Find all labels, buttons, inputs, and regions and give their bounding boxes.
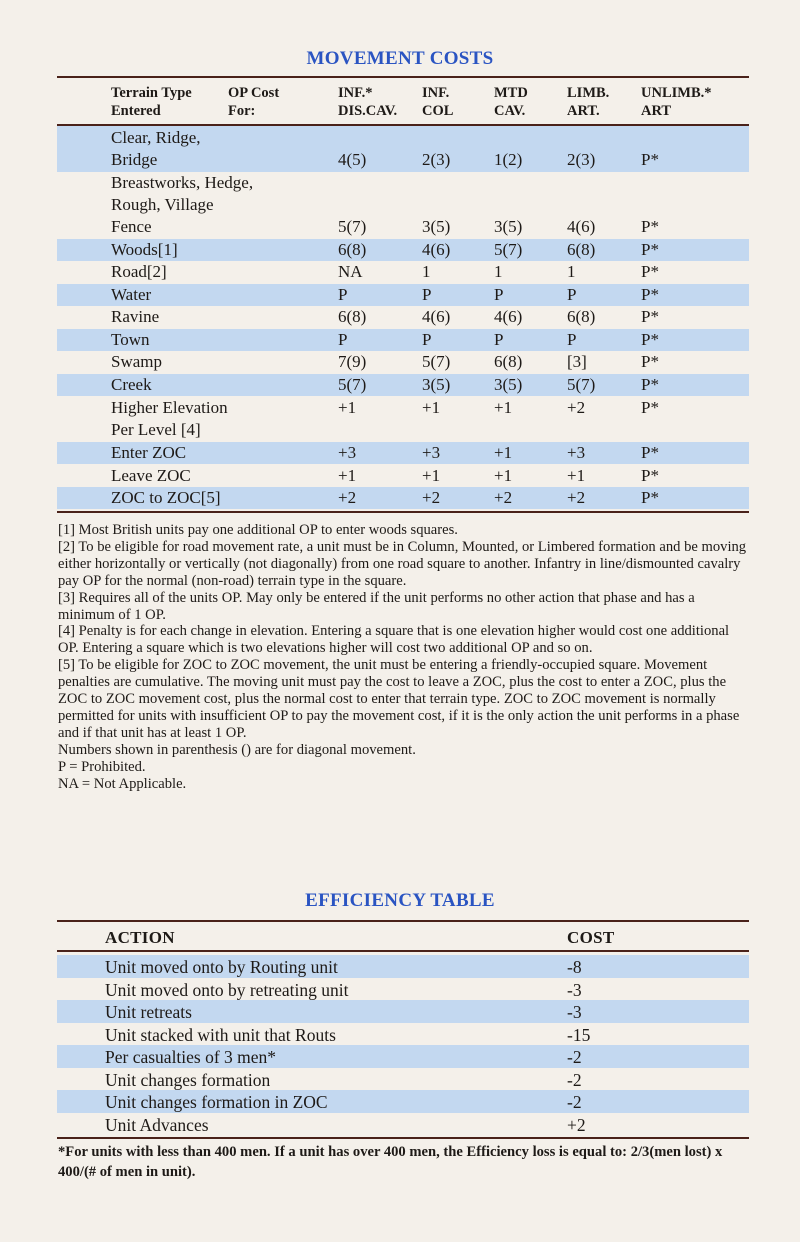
value-mtd-cav: 3(5): [494, 217, 523, 236]
value-limb-art: P: [567, 330, 577, 349]
value-limb-art: 6(8): [567, 307, 596, 326]
value-inf-col: 1: [422, 262, 431, 281]
footnote-2: [2] To be eligible for road movement rate, a unit must be in Column, Mounted, or Limbered formation and be moving either horizontally or vertically (not diagonally) from one road square to another. Infantry in line/dismounted cavalry pay OP for the normal (non-road) terrain type in the square.: [58, 538, 747, 589]
note-not-applicable: NA = Not Applicable.: [58, 775, 187, 792]
value-inf-dis-cav: NA: [338, 262, 363, 281]
value-inf-dis-cav: 7(9): [338, 352, 367, 371]
value-inf-col: 3(5): [422, 375, 451, 394]
efficiency-action: Per casualties of 3 men*: [105, 1047, 277, 1067]
value-inf-dis-cav: P: [338, 330, 348, 349]
efficiency-action: Unit moved onto by retreating unit: [105, 980, 349, 1000]
efficiency-top-rule: [57, 920, 749, 922]
terrain-cell: Road[2]: [111, 262, 167, 281]
value-unlimb-art: P*: [641, 488, 659, 507]
value-mtd-cav: +1: [494, 443, 513, 462]
value-inf-dis-cav: 4(5): [338, 150, 367, 169]
header-mtd-cav: MTD CAV.: [494, 85, 528, 119]
value-mtd-cav: P: [494, 330, 504, 349]
value-limb-art: +2: [567, 398, 586, 417]
value-inf-col: +2: [422, 488, 441, 507]
terrain-cell: Woods[1]: [111, 240, 178, 259]
header-inf-dis-cav: INF.* DIS.CAV.: [338, 85, 398, 119]
value-inf-dis-cav: +1: [338, 398, 357, 417]
terrain-cell: Town: [111, 330, 150, 349]
efficiency-action: Unit stacked with unit that Routs: [105, 1025, 336, 1045]
value-unlimb-art: P*: [641, 217, 659, 236]
value-mtd-cav: 6(8): [494, 352, 523, 371]
value-unlimb-art: P*: [641, 375, 659, 394]
value-limb-art: 1: [567, 262, 576, 281]
value-unlimb-art: P*: [641, 398, 659, 417]
terrain-cell: Creek: [111, 375, 152, 394]
movement-footnotes: [58, 522, 748, 793]
value-mtd-cav: P: [494, 285, 504, 304]
value-inf-col: P: [422, 330, 432, 349]
header-action: ACTION: [105, 928, 175, 947]
value-unlimb-art: P*: [641, 240, 659, 259]
terrain-cell: Higher Elevation Per Level [4]: [111, 398, 228, 439]
terrain-cell: Leave ZOC: [111, 466, 191, 485]
value-inf-col: 4(6): [422, 307, 451, 326]
value-limb-art: +3: [567, 443, 586, 462]
value-limb-art: +2: [567, 488, 586, 507]
value-mtd-cav: 1(2): [494, 150, 523, 169]
value-mtd-cav: 4(6): [494, 307, 523, 326]
header-unlimb-art: UNLIMB.* ART: [641, 85, 712, 119]
efficiency-action: Unit Advances: [105, 1115, 209, 1135]
value-inf-col: 2(3): [422, 150, 451, 169]
efficiency-footnote: *For units with less than 400 men. If a unit has over 400 men, the Efficiency loss is equal to: 2/3(men lost) x 400/(# of men in unit).: [58, 1144, 723, 1180]
value-mtd-cav: +2: [494, 488, 513, 507]
efficiency-cost: +2: [567, 1115, 586, 1135]
value-inf-dis-cav: 6(8): [338, 307, 367, 326]
value-mtd-cav: +1: [494, 398, 513, 417]
value-inf-col: +3: [422, 443, 441, 462]
terrain-cell: Water: [111, 285, 152, 304]
header-terrain: Terrain Type Entered: [111, 85, 192, 119]
value-unlimb-art: P*: [641, 330, 659, 349]
terrain-cell: Breastworks, Hedge, Rough, Village Fence: [111, 173, 254, 236]
value-limb-art: 2(3): [567, 150, 596, 169]
value-limb-art: +1: [567, 466, 586, 485]
terrain-cell: Swamp: [111, 352, 162, 371]
terrain-cell: Clear, Ridge, Bridge: [111, 128, 201, 169]
value-inf-col: +1: [422, 398, 441, 417]
efficiency-bottom-rule: [57, 1137, 749, 1139]
efficiency-cost: -2: [567, 1047, 582, 1067]
efficiency-cost: -8: [567, 957, 582, 977]
efficiency-cost: -3: [567, 1002, 582, 1022]
value-limb-art: 4(6): [567, 217, 596, 236]
efficiency-table-title: EFFICIENCY TABLE: [305, 890, 495, 911]
footnote-1: [1] Most British units pay one additional OP to enter woods squares.: [58, 522, 458, 538]
value-unlimb-art: P*: [641, 307, 659, 326]
header-cost: COST: [567, 928, 615, 947]
value-limb-art: 5(7): [567, 375, 596, 394]
value-inf-col: 3(5): [422, 217, 451, 236]
efficiency-action: Unit changes formation: [105, 1070, 271, 1090]
value-mtd-cav: 3(5): [494, 375, 523, 394]
note-prohibited: P = Prohibited.: [58, 758, 146, 775]
terrain-cell: ZOC to ZOC[5]: [111, 488, 221, 507]
value-mtd-cav: 5(7): [494, 240, 523, 259]
footnote-5: [5] To be eligible for ZOC to ZOC movement, the unit must be entering a friendly-occupied square. Movement penalties are cumulative. The moving unit must pay the cost to leave a ZOC, plus the cost to enter a ZOC, plus the ZOC to ZOC movement cost, plus the normal cost to enter that terrain type. ZOC to ZOC movement is normally permitted for units with insufficient OP to pay the movement cost, if it is the only action the unit performs in a phase and if that unit has at least 1 OP.: [58, 657, 740, 741]
value-unlimb-art: P*: [641, 150, 659, 169]
movement-costs-title: MOVEMENT COSTS: [306, 48, 494, 69]
value-inf-dis-cav: +2: [338, 488, 357, 507]
efficiency-action: Unit retreats: [105, 1002, 192, 1022]
value-unlimb-art: P*: [641, 352, 659, 371]
value-mtd-cav: +1: [494, 466, 513, 485]
value-inf-col: 4(6): [422, 240, 451, 259]
value-inf-dis-cav: 6(8): [338, 240, 367, 259]
footnote-3: [3] Requires all of the units OP. May only be entered if the unit performs no other action that phase and has a minimum of 1 OP.: [58, 589, 695, 623]
value-inf-col: P: [422, 285, 432, 304]
efficiency-header-rule: [57, 950, 749, 952]
terrain-cell: Enter ZOC: [111, 443, 187, 462]
header-limb-art: LIMB. ART.: [567, 85, 610, 119]
movement-bottom-rule: [57, 511, 749, 513]
value-unlimb-art: P*: [641, 285, 659, 304]
note-diagonal: Numbers shown in parenthesis () are for diagonal movement.: [58, 741, 416, 758]
efficiency-cost: -2: [567, 1070, 582, 1090]
value-inf-dis-cav: 5(7): [338, 217, 367, 236]
value-inf-dis-cav: P: [338, 285, 348, 304]
value-unlimb-art: P*: [641, 262, 659, 281]
efficiency-cost: -2: [567, 1092, 582, 1112]
efficiency-action: Unit moved onto by Routing unit: [105, 957, 338, 977]
value-inf-col: 5(7): [422, 352, 451, 371]
value-inf-dis-cav: +1: [338, 466, 357, 485]
efficiency-cost: -3: [567, 980, 582, 1000]
value-unlimb-art: P*: [641, 466, 659, 485]
movement-top-rule: [57, 76, 749, 78]
value-unlimb-art: P*: [641, 443, 659, 462]
header-op-cost: OP Cost For:: [228, 85, 280, 119]
efficiency-cost: -15: [567, 1025, 591, 1045]
efficiency-action: Unit changes formation in ZOC: [105, 1092, 328, 1112]
value-inf-dis-cav: +3: [338, 443, 357, 462]
value-inf-col: +1: [422, 466, 441, 485]
value-limb-art: 6(8): [567, 240, 596, 259]
header-inf-col: INF. COL: [422, 85, 454, 119]
value-limb-art: P: [567, 285, 577, 304]
value-mtd-cav: 1: [494, 262, 503, 281]
footnote-4: [4] Penalty is for each change in elevation. Entering a square that is one elevation higher would cost one additional OP. Entering a square which is two elevations higher will cost two additional OP and so on.: [58, 623, 730, 657]
value-limb-art: [3]: [567, 352, 587, 371]
terrain-cell: Ravine: [111, 307, 160, 326]
value-inf-dis-cav: 5(7): [338, 375, 367, 394]
